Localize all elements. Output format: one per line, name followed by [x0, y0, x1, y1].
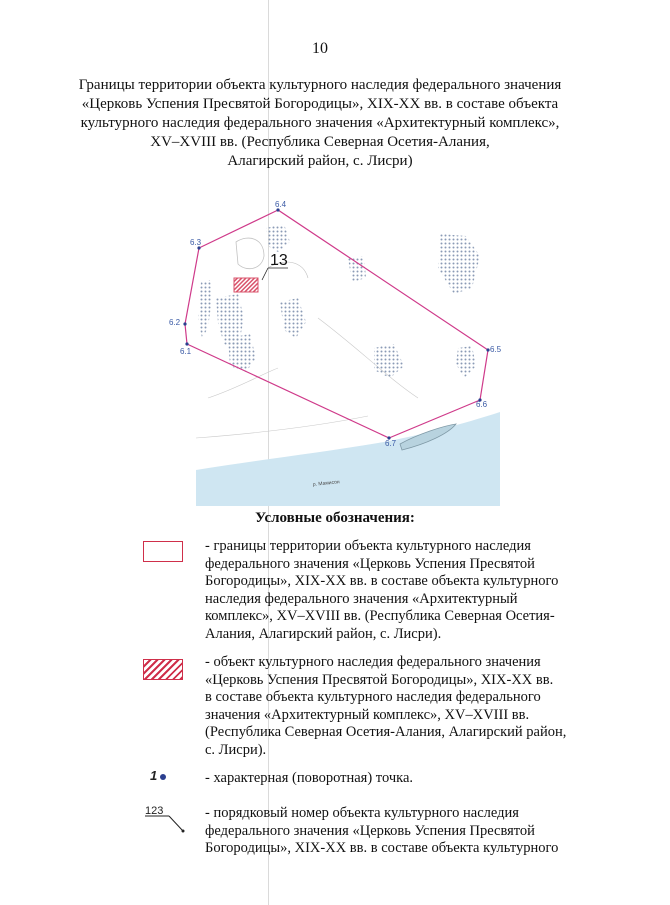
legend-line: - характерная (поворотная) точка.: [205, 770, 413, 786]
legend-title: Условные обозначения:: [255, 510, 415, 526]
object-number-label: 13: [270, 252, 288, 269]
legend-line: - объект культурного наследия федерального значения: [205, 654, 541, 670]
legend-line: Богородицы», XIX-XX вв. в составе объекта культурного: [205, 840, 559, 856]
legend-line: федерального значения «Церковь Успения Пресвятой: [205, 555, 535, 572]
point-label: 6.5: [490, 345, 502, 354]
legend-item-number: [205, 805, 600, 858]
legend-line: с. Лисри).: [205, 741, 267, 758]
title-line: Алагирский район, с. Лисри): [227, 153, 413, 169]
legend-line: «Церковь Успения Пресвятой Богородицы», XIX-XX вв.: [205, 671, 554, 688]
legend-line: Алания, Алагирский район, с. Лисри).: [205, 625, 442, 642]
boundary-point: [185, 342, 188, 345]
point-label: 6.3: [190, 238, 202, 247]
legend-item-point: [205, 770, 600, 788]
point-label: 6.1: [180, 347, 192, 356]
hatched-object-icon: [143, 659, 183, 680]
point-label: 6.4: [275, 200, 287, 209]
legend-line: - порядковый номер объекта культурного наследия: [205, 805, 519, 821]
point-label: 6.7: [385, 439, 397, 448]
title-line: XV–XVIII вв. (Республика Северная Осетия-Алания,: [150, 134, 490, 150]
legend-line: в составе объекта культурного наследия федерального: [205, 689, 541, 705]
heritage-object: [234, 278, 258, 292]
legend-line: Богородицы», XIX-XX вв. в составе объекта культурного: [205, 573, 559, 589]
point-label: 6.2: [169, 318, 181, 327]
river-label: р. Мамисон: [312, 479, 340, 488]
legend-line: - границы территории объекта культурного наследия: [205, 538, 531, 554]
document-title: [60, 76, 580, 171]
legend-line: наследия федерального значения «Архитектурный: [205, 590, 518, 607]
point-dot-icon: [160, 774, 166, 780]
sequence-number-label: 123: [145, 805, 164, 817]
title-line: «Церковь Успения Пресвятой Богородицы», XIX-XX вв. в составе объекта: [81, 96, 559, 112]
boundary-map: [168, 198, 500, 506]
boundary-point: [183, 322, 186, 325]
vegetation-patches: [198, 224, 480, 378]
legend-item-boundary: [205, 538, 600, 643]
sequence-number-icon: [143, 804, 191, 836]
boundary-swatch-icon: [143, 541, 183, 562]
title-line: Границы территории объекта культурного наследия федерального значения: [78, 77, 562, 93]
point-label: 6.6: [476, 400, 488, 409]
turning-point-number: 1: [150, 768, 158, 783]
legend-line: комплекс», XV–XVIII вв. (Республика Северная Осетия-: [205, 608, 555, 624]
title-line: культурного наследия федерального значения «Архитектурный комплекс»,: [80, 115, 560, 131]
legend-item-object: [205, 654, 600, 759]
page-number: 10: [312, 40, 328, 57]
legend-line: значения «Архитектурный комплекс», XV–XVIII вв.: [205, 706, 530, 723]
legend-line: (Республика Северная Осетия-Алания, Алагирский район,: [205, 724, 567, 740]
legend-line: федерального значения «Церковь Успения Пресвятой: [205, 822, 535, 839]
turning-point-icon: [150, 768, 166, 783]
